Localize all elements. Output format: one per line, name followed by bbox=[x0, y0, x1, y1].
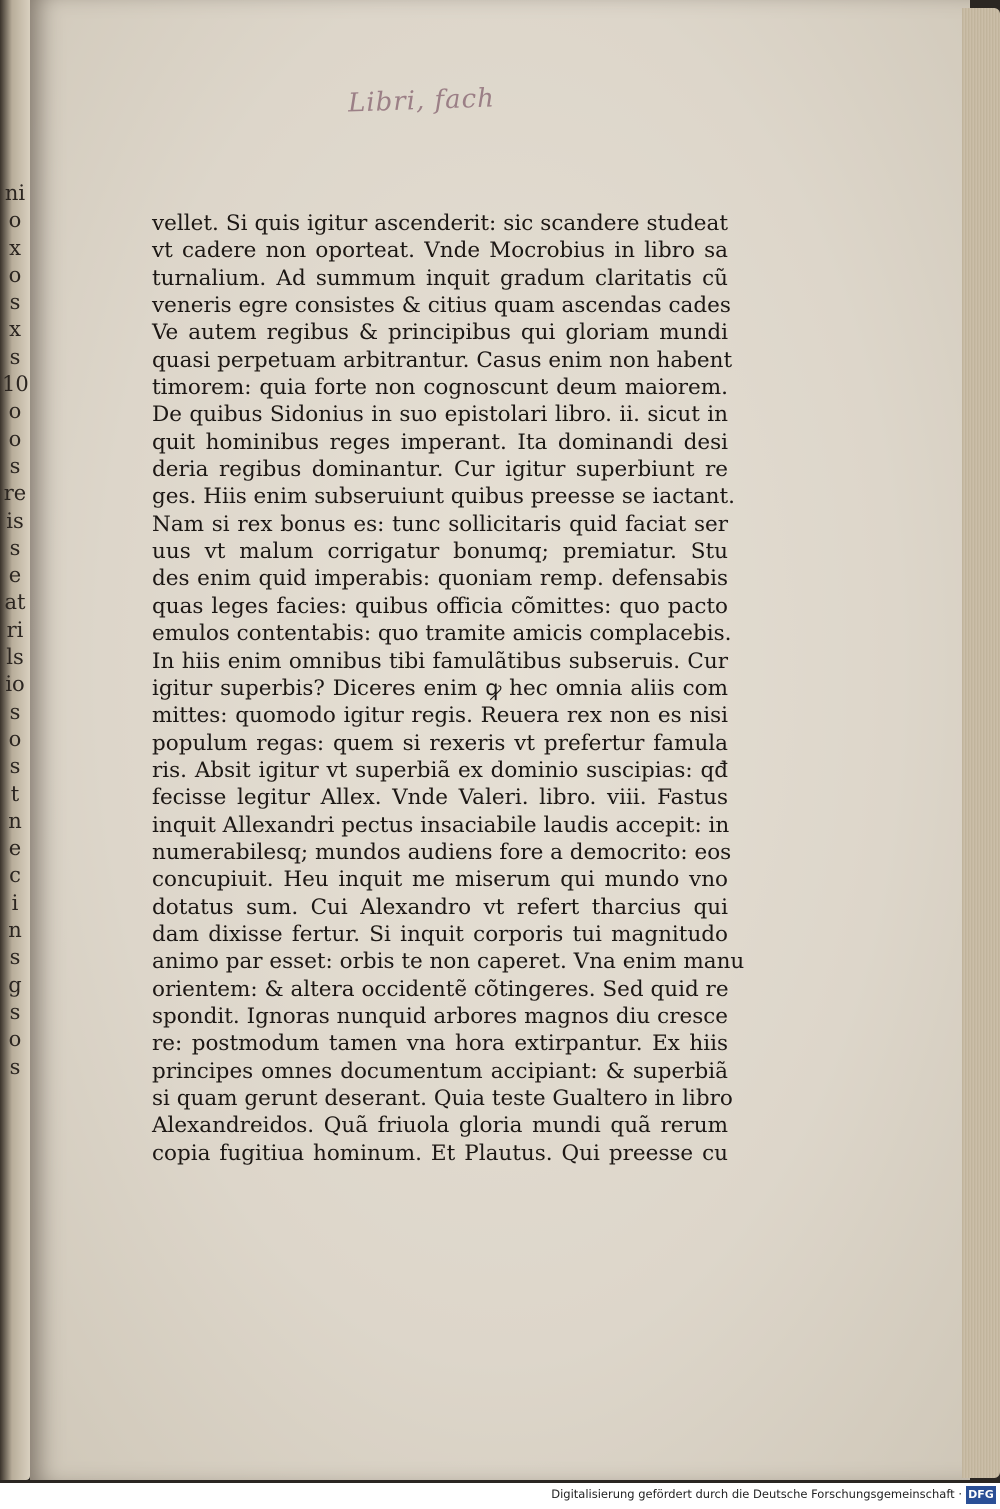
text-line: principes omnes documentum accipiant: & superbiã bbox=[152, 1058, 728, 1084]
text-line: deria regibus dominantur. Cur igitur superbiunt re bbox=[152, 457, 728, 483]
margin-fragment: at bbox=[4, 590, 26, 615]
text-line: animo par esset: orbis te non caperet. Vna enim manu bbox=[152, 949, 745, 975]
left-facing-page bbox=[0, 0, 30, 1480]
text-line: ges. Hiis enim subseruiunt quibus preesse se iactant. bbox=[152, 484, 735, 510]
text-line: In hiis enim omnibus tibi famulãtibus subseruis. Cur bbox=[152, 648, 728, 674]
margin-fragment: s bbox=[9, 999, 21, 1024]
margin-fragment: t bbox=[10, 781, 20, 806]
text-line: emulos contentabis: quo tramite amicis complacebis. bbox=[152, 621, 732, 647]
margin-fragment: ni bbox=[4, 181, 26, 205]
margin-fragment: o bbox=[8, 426, 22, 451]
text-line: timorem: quia forte non cognoscunt deum maiorem. bbox=[152, 375, 728, 401]
text-line: veneris egre consistes & citius quam ascendas cades bbox=[152, 293, 731, 319]
text-line: dotatus sum. Cui Alexandro vt refert tharcius qui bbox=[152, 894, 728, 920]
margin-fragment: o bbox=[8, 208, 22, 233]
body-text bbox=[152, 210, 745, 1167]
text-line: igitur superbis? Diceres enim ꝙ hec omnia aliis com bbox=[152, 675, 728, 701]
text-line: Alexandreidos. Quã friuola gloria mundi quã rerum bbox=[152, 1113, 728, 1139]
margin-fragment: s bbox=[9, 290, 21, 315]
handwritten-annotation: Libri, fach bbox=[347, 83, 496, 119]
margin-fragment: ri bbox=[6, 617, 24, 642]
margin-fragment: n bbox=[8, 808, 22, 833]
margin-fragment: o bbox=[8, 726, 22, 751]
text-line: quit hominibus reges imperant. Ita dominandi desi bbox=[152, 429, 728, 455]
margin-fragment: s bbox=[9, 535, 21, 560]
page-edges bbox=[962, 8, 1000, 1478]
margin-fragment: s bbox=[9, 344, 21, 369]
text-line: re: postmodum tamen vna hora extirpantur. Ex hiis bbox=[152, 1031, 728, 1057]
text-line: numerabilesq; mundos audiens fore a democrito: eos bbox=[152, 839, 732, 865]
text-line: quasi perpetuam arbitrantur. Casus enim non habent bbox=[152, 347, 733, 373]
text-line: De quibus Sidonius in suo epistolari libro. ii. sicut in bbox=[152, 402, 728, 428]
text-line: Ve autem regibus & principibus qui gloriam mundi bbox=[152, 320, 728, 346]
margin-fragment: i bbox=[11, 890, 19, 915]
margin-fragment: 10 bbox=[2, 372, 29, 397]
dfg-logo: DFG bbox=[966, 1486, 996, 1504]
margin-fragment: x bbox=[9, 235, 21, 260]
margin-fragment: o bbox=[8, 262, 22, 287]
margin-fragment: s bbox=[9, 945, 21, 970]
margin-fragment: o bbox=[8, 399, 22, 424]
margin-fragment: x bbox=[9, 317, 21, 342]
margin-fragment: s bbox=[9, 1054, 21, 1079]
margin-fragment: o bbox=[8, 1027, 22, 1052]
margin-fragment: s bbox=[9, 754, 21, 779]
text-line: spondit. Ignoras nunquid arbores magnos diu cresce bbox=[152, 1003, 728, 1029]
margin-fragment: e bbox=[8, 836, 22, 861]
text-line: des enim quid imperabis: quoniam remp. defensabis bbox=[152, 566, 728, 592]
left-page-margin-fragments bbox=[2, 180, 28, 1081]
footer-credit: Digitalisierung gefördert durch die Deutsche Forschungsgemeinschaft · bbox=[551, 1487, 962, 1501]
text-line: vt cadere non oporteat. Vnde Mocrobius in libro sa bbox=[152, 238, 728, 264]
text-line: dam dixisse fertur. Si inquit corporis tui magnitudo bbox=[152, 921, 728, 947]
margin-fragment: re bbox=[3, 481, 27, 506]
margin-fragment: e bbox=[8, 563, 22, 588]
margin-fragment: s bbox=[9, 453, 21, 478]
text-line: populum regas: quem si rexeris vt prefertur famula bbox=[152, 730, 728, 756]
margin-fragment: n bbox=[8, 918, 22, 943]
margin-fragment: ls bbox=[6, 645, 24, 670]
margin-fragment: c bbox=[9, 863, 21, 888]
text-line: inquit Allexandri pectus insaciabile laudis accepit: in bbox=[152, 812, 730, 838]
text-line: vellet. Si quis igitur ascenderit: sic scandere studeat bbox=[152, 211, 728, 236]
text-line: ris. Absit igitur vt superbiã ex dominio suscipias: qđ bbox=[152, 757, 728, 783]
text-line: Nam si rex bonus es: tunc sollicitaris quid faciat ser bbox=[152, 511, 728, 537]
text-line: orientem: & altera occidentẽ cõtingeres. Sed quid re bbox=[152, 976, 729, 1002]
margin-fragment: g bbox=[8, 972, 22, 997]
margin-fragment: s bbox=[9, 699, 21, 724]
margin-fragment: io bbox=[5, 672, 25, 697]
text-line: uus vt malum corrigatur bonumq; premiatur. Stu bbox=[152, 539, 728, 565]
footer-bar bbox=[0, 1483, 1000, 1509]
margin-fragment: is bbox=[6, 508, 24, 533]
text-line: mittes: quomodo igitur regis. Reuera rex non es nisi bbox=[152, 703, 728, 729]
text-line: quas leges facies: quibus officia cõmittes: quo pacto bbox=[152, 593, 728, 619]
text-line: fecisse legitur Allex. Vnde Valeri. libro. viii. Fastus bbox=[152, 785, 728, 811]
text-line: si quam gerunt deserant. Quia teste Gualtero in libro bbox=[152, 1086, 733, 1111]
text-line: concupiuit. Heu inquit me miserum qui mundo vno bbox=[152, 867, 728, 893]
text-line: copia fugitiua hominum. Et Plautus. Qui preesse cu bbox=[152, 1140, 728, 1166]
text-line: turnalium. Ad summum inquit gradum claritatis cũ bbox=[152, 265, 728, 291]
